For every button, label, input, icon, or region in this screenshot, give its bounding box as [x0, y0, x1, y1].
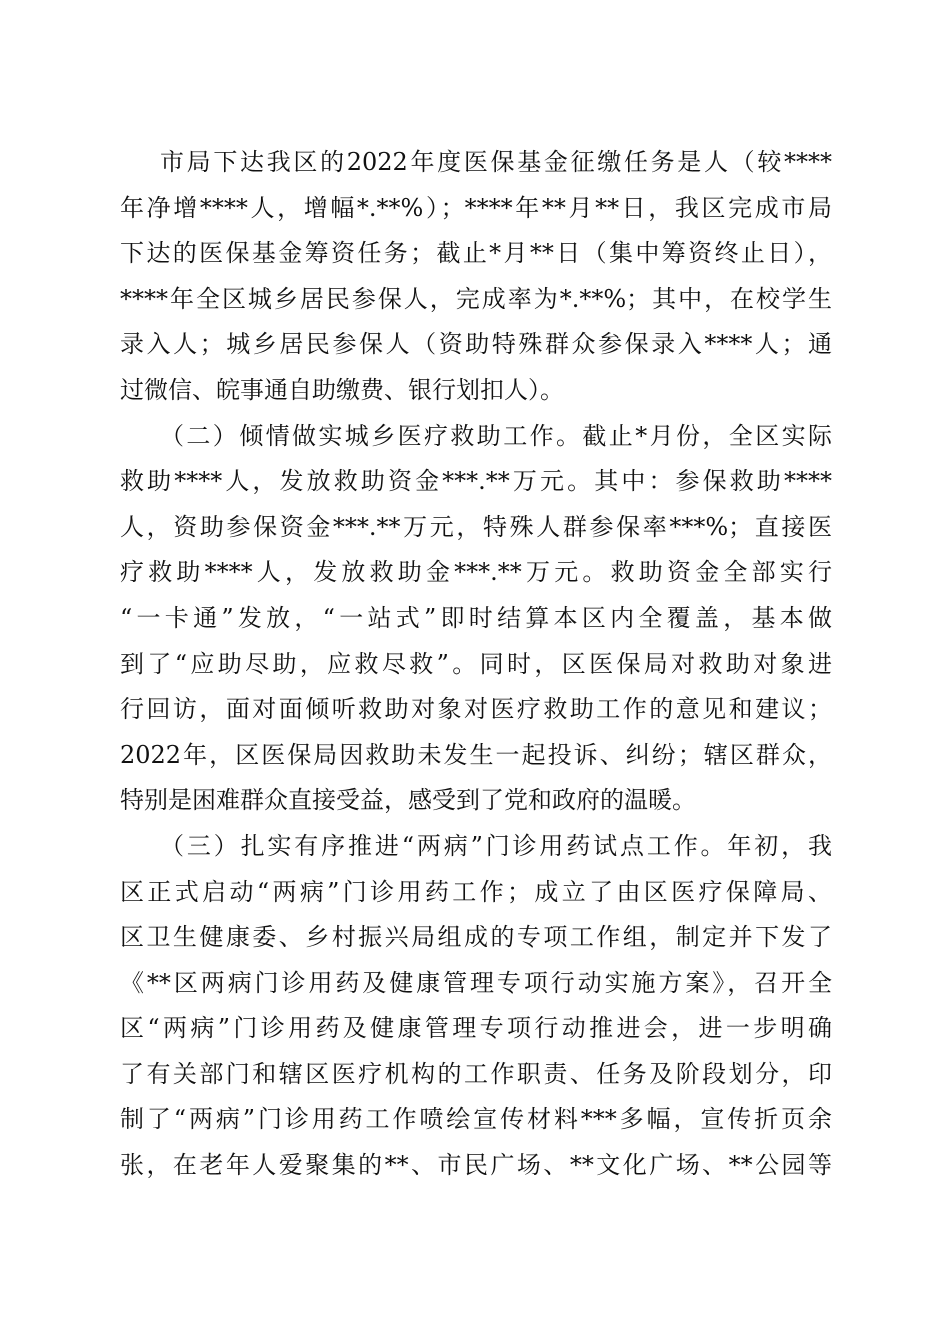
document-page — [120, 140, 832, 1189]
text-line: 过微信、皖事通自助缴费、银行划扣人）。 — [120, 375, 564, 404]
text-line: 疗救助****人，发放救助金***.**万元。救助资金全部实行 — [120, 558, 832, 587]
text-line: 救助****人，发放救助资金***.**万元。其中：参保救助**** — [120, 467, 832, 496]
text-line: 年净增****人，增幅*.**%）；****年**月**日，我区完成市局 — [120, 193, 832, 222]
text-line: 区卫生健康委、乡村振兴局组成的专项工作组，制定并下发了 — [120, 923, 832, 952]
text-line: 下达的医保基金筹资任务；截止*月**日（集中筹资终止日）， — [120, 239, 832, 268]
paragraph-medical-assistance — [120, 414, 832, 824]
text-line: 市局下达我区的2022年度医保基金征缴任务是人（较**** — [160, 148, 832, 176]
text-line: 录入人；城乡居民参保人（资助特殊群众参保录入****人；通 — [120, 330, 832, 359]
text-line: 2022年，区医保局因救助未发生一起投诉、纠纷；辖区群众， — [120, 740, 832, 769]
text-line: 到了“应助尽助，应救尽救”。同时，区医保局对救助对象进 — [120, 649, 832, 678]
text-line: 张，在老年人爱聚集的**、市民广场、**文化广场、**公园等 — [120, 1151, 832, 1180]
paragraph-insurance-collection — [120, 140, 832, 414]
text-line: 区“两病”门诊用药及健康管理专项行动推进会，进一步明确 — [120, 1014, 832, 1043]
text-line: 行回访，面对面倾听救助对象对医疗救助工作的意见和建议； — [120, 695, 832, 724]
text-line: 制了“两病”门诊用药工作喷绘宣传材料***多幅，宣传折页余 — [120, 1105, 832, 1134]
section-heading-line: （三）扎实有序推进“两病”门诊用药试点工作。年初，我 — [160, 831, 832, 860]
text-line: 《**区两病门诊用药及健康管理专项行动实施方案》，召开全 — [120, 968, 832, 997]
text-line: “一卡通”发放，“一站式”即时结算本区内全覆盖，基本做 — [120, 603, 832, 632]
text-line: 特别是困难群众直接受益，感受到了党和政府的温暖。 — [120, 786, 696, 815]
text-line: 了有关部门和辖区医疗机构的工作职责、任务及阶段划分，印 — [120, 1059, 832, 1088]
section-heading-line: （二）倾情做实城乡医疗救助工作。截止*月份，全区实际 — [160, 421, 832, 450]
text-line: 人，资助参保资金***.**万元，特殊人群参保率***%；直接医 — [120, 512, 832, 541]
text-line: 区正式启动“两病”门诊用药工作；成立了由区医疗保障局、 — [120, 877, 832, 906]
text-line: ****年全区城乡居民参保人，完成率为*.**%；其中，在校学生 — [120, 284, 832, 313]
paragraph-two-diseases-pilot — [120, 824, 832, 1189]
